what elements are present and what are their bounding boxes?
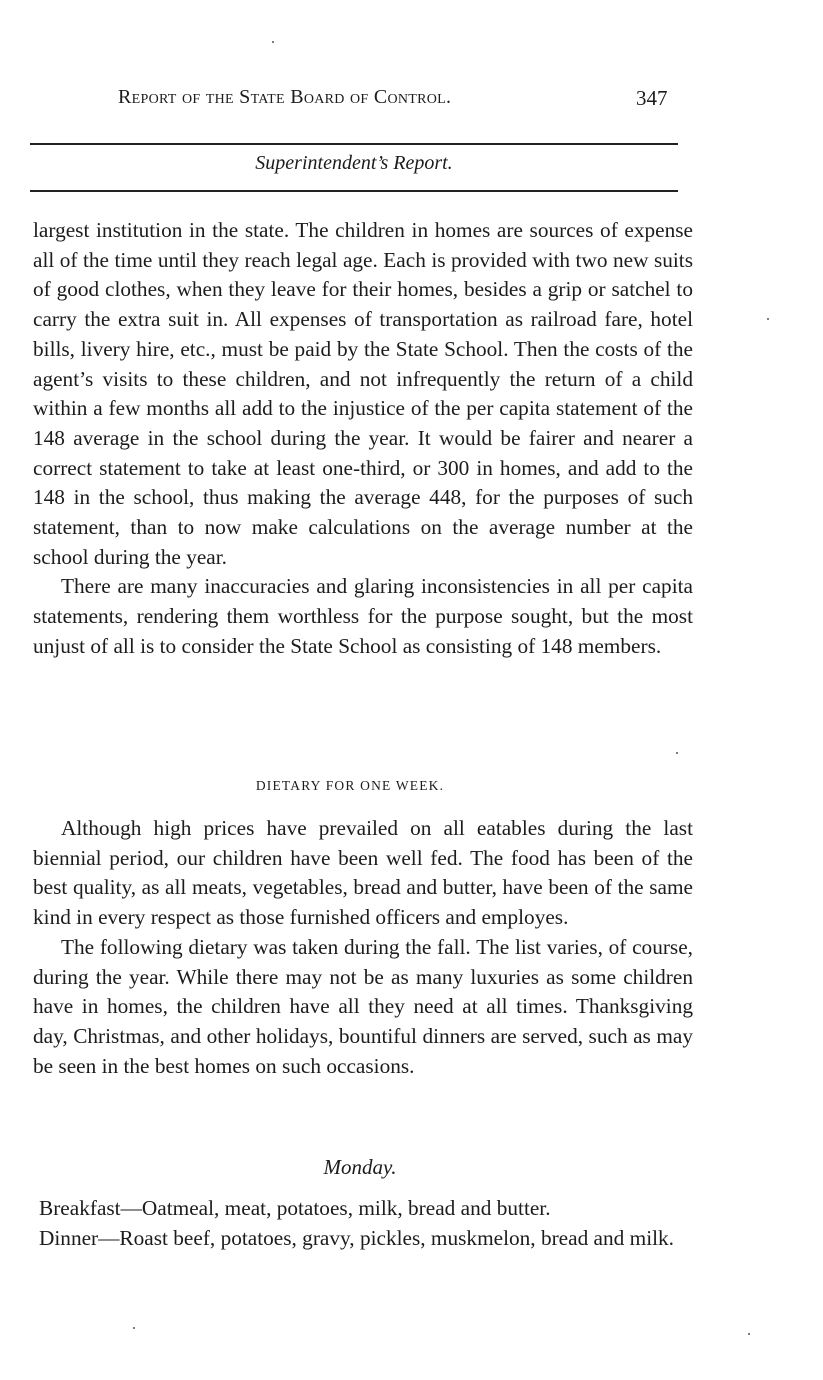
running-head-word: Board xyxy=(290,86,345,108)
section-heading: Superintendent’s Report. xyxy=(255,152,453,174)
meal-list xyxy=(39,1194,699,1253)
header-rule-bottom xyxy=(30,190,678,192)
scan-speck xyxy=(767,318,769,320)
running-head-word: Control xyxy=(373,86,447,108)
scan-speck xyxy=(133,1327,135,1329)
running-head-word: State xyxy=(239,86,285,108)
meal-item-dinner: Dinner—Roast beef, potatoes, gravy, pickles, muskmelon, bread and milk. xyxy=(39,1225,675,1250)
paragraph: The following dietary was taken during the fall. The list varies, of course, during the year. While there may not be as many luxuries as some children have in homes, the children have all they need at all times. Thanksgiving day, Christmas, and other holidays, bountiful dinners are served, such as may be seen in the best homes on such occasions. xyxy=(33,934,693,1078)
dietary-text xyxy=(33,814,693,1081)
meal-item-breakfast: Breakfast—Oatmeal, meat, potatoes, milk, bread and butter. xyxy=(39,1196,551,1220)
paragraph: There are many inaccuracies and glaring inconsistencies in all per capita statements, rendering them worthless for the purpose sought, but the most unjust of all is to consider the State School as consisting of 148 members. xyxy=(33,574,693,658)
page-number: 347 xyxy=(636,86,668,110)
body-text xyxy=(33,216,693,662)
paragraph: Although high prices have prevailed on all eatables during the last biennial period, our children have been well fed. The food has been of the best quality, as all meats, vegetables, bread and butter, have been of the same kind in every respect as those furnished officers and employes. xyxy=(33,816,693,930)
scan-speck xyxy=(748,1333,750,1335)
running-head-word: of the xyxy=(176,86,240,108)
day-heading: Monday. xyxy=(323,1155,397,1179)
running-head-word: of xyxy=(344,86,374,108)
paragraph-continued: largest institution in the state. The children in homes are sources of expense all of the time until they reach legal age. Each is provided with two new suits of good clothes, when they leave for their homes, besides a grip or satchel to carry the extra suit in. All expenses of transportation as railroad fare, hotel bills, livery hire, etc., must be paid by the State School. Then the costs of the agent’s visits to these children, and not infrequently the return of a child within a few months all add to the injustice of the per capita statement of the 148 average in the school during the year. It would be fairer and nearer a correct statement to take at least one-third, or 300 in homes, and add to the 148 in the school, thus making the average 448, for the purposes of such statement, than to now make calculations on the average number at the school during the year. xyxy=(33,218,693,569)
dietary-heading: DIETARY FOR ONE WEEK. xyxy=(255,778,445,793)
scan-speck xyxy=(272,41,274,43)
running-head xyxy=(118,86,451,109)
running-head-word: Report xyxy=(118,86,177,108)
header-rule-top xyxy=(30,143,678,145)
running-head-word: . xyxy=(446,86,452,108)
scan-speck xyxy=(676,752,678,754)
